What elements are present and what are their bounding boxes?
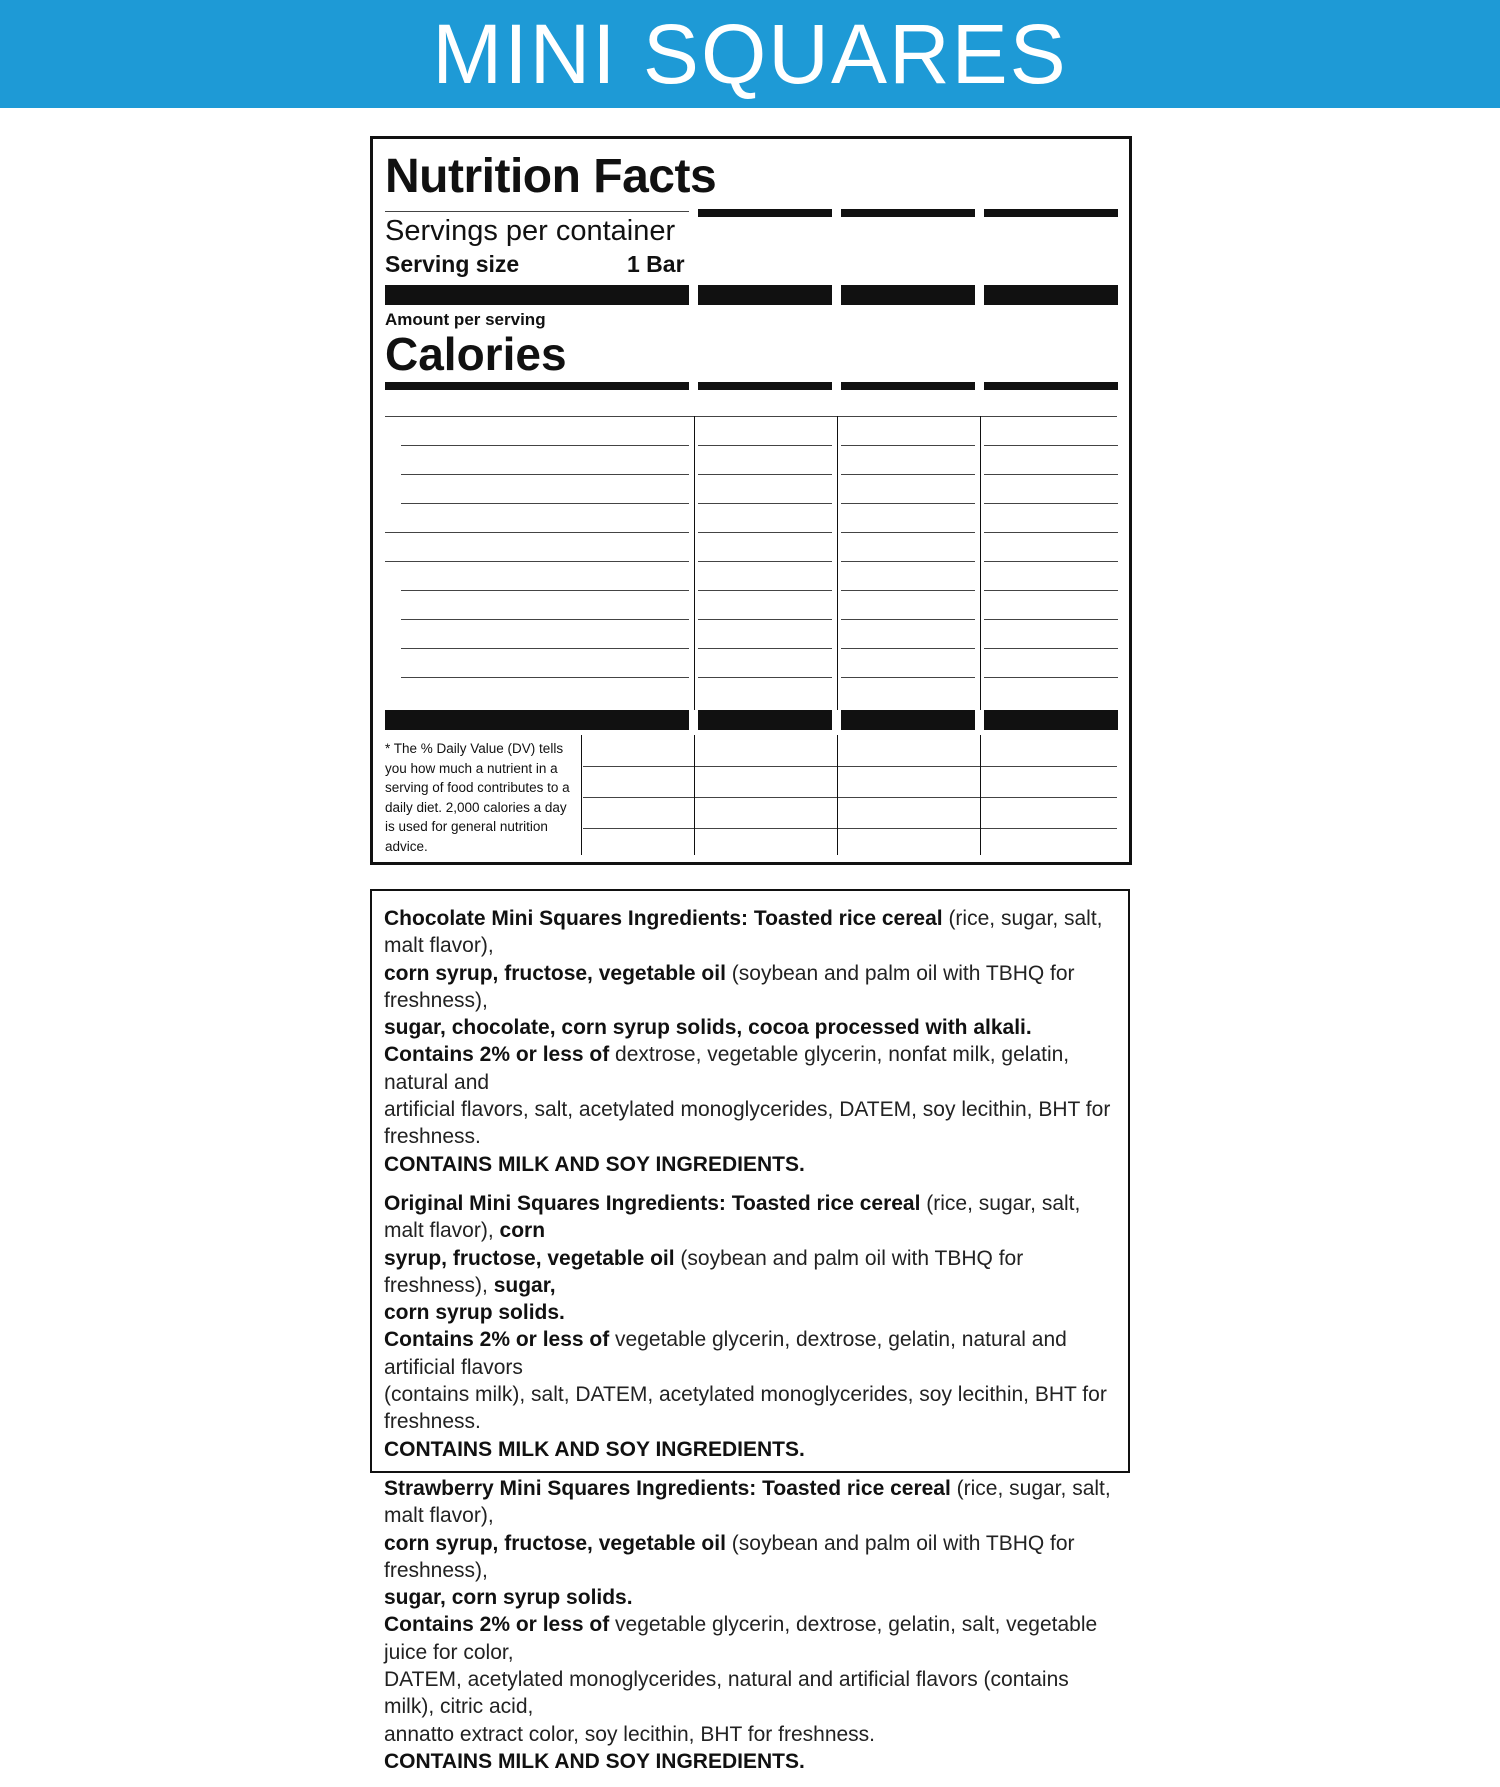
ingredient-line (384, 1245, 1119, 1300)
row-rule (698, 677, 832, 678)
column-divider (694, 735, 695, 855)
ingredient-bold-text: sugar, (493, 1273, 556, 1297)
row-rule (984, 532, 1118, 533)
ingredient-text: vegetable glycerin, dextrose, gelatin, salt, vegetable juice for color, (384, 1613, 1098, 1664)
ingredient-line (384, 1721, 1119, 1748)
column-divider (980, 416, 981, 710)
ingredient-text: (contains milk), salt, DATEM, acetylated monoglycerides, soy lecithin, BHT for freshness. (384, 1383, 1107, 1434)
row-rule (984, 503, 1118, 504)
row-rule (698, 532, 832, 533)
ingredient-bold-text: corn syrup, fructose, vegetable oil (384, 961, 726, 985)
serving-thick-bar (984, 285, 1118, 305)
column-divider (837, 735, 838, 855)
row-rule (841, 503, 975, 504)
row-rule (841, 590, 975, 591)
row-rule (401, 677, 689, 678)
column-header-bar (841, 209, 975, 217)
daily-value-footnote: * The % Daily Value (DV) tells you how much a nutrient in a serving of food contributes to a daily diet. 2,000 calories a day is used for general nutrition advice. (385, 741, 570, 854)
nutrient-end-bar (841, 710, 975, 730)
ingredient-text: vegetable glycerin, dextrose, gelatin, natural and artificial flavors (384, 1328, 1067, 1379)
ingredient-text: DATEM, acetylated monoglycerides, natural and artificial flavors (contains milk), citric acid, (384, 1668, 1069, 1719)
ingredient-text: (soybean and palm oil with TBHQ for freshness), (384, 1246, 1024, 1297)
column-divider (581, 735, 582, 855)
row-rule (841, 445, 975, 446)
row-rule (401, 619, 689, 620)
row-rule (698, 445, 832, 446)
ingredient-line (384, 1436, 1119, 1463)
nutrition-facts-panel (370, 136, 1132, 865)
row-rule (698, 619, 832, 620)
row-rule (385, 416, 1117, 417)
row-rule (698, 474, 832, 475)
row-rule (984, 590, 1118, 591)
calories-bar (841, 382, 975, 390)
ingredients-panel (370, 889, 1130, 1773)
ingredient-line (384, 1584, 1119, 1611)
row-rule (841, 648, 975, 649)
ingredient-bold-text: Chocolate Mini Squares Ingredients: Toasted rice cereal (384, 907, 943, 930)
vitamin-rule (583, 766, 1117, 767)
ingredient-line (384, 1299, 1119, 1326)
ingredient-bold-text: CONTAINS MILK AND SOY INGREDIENTS. (384, 1437, 805, 1461)
ingredient-line (384, 1475, 1119, 1530)
ingredient-line (384, 1151, 1119, 1178)
amount-per-serving-label: Amount per serving (385, 310, 546, 329)
column-header-bar (698, 209, 832, 217)
ingredient-bold-text: corn (499, 1219, 546, 1243)
serving-size-value: 1 Bar (627, 251, 685, 277)
ingredients-text (384, 905, 1119, 1787)
column-divider (837, 416, 838, 710)
calories-bar (984, 382, 1118, 390)
row-rule (401, 445, 689, 446)
ingredient-line (384, 1611, 1119, 1666)
row-rule (698, 503, 832, 504)
row-rule (841, 474, 975, 475)
row-rule (984, 474, 1118, 475)
ingredient-bold-text: syrup, fructose, vegetable oil (384, 1246, 675, 1270)
row-rule (401, 648, 689, 649)
ingredient-line (384, 1096, 1119, 1151)
ingredient-bold-text: corn syrup solids. (384, 1301, 565, 1325)
ingredient-line (384, 1748, 1119, 1775)
nutrient-end-bar (984, 710, 1118, 730)
ingredient-bold-text: Strawberry Mini Squares Ingredients: Toasted rice cereal (384, 1476, 951, 1500)
ingredient-bold-text: Contains 2% or less of (384, 1613, 610, 1637)
ingredient-bold-text: Contains 2% or less of (384, 1328, 610, 1352)
row-rule (984, 445, 1118, 446)
nutrition-facts-title: Nutrition Facts (385, 150, 717, 203)
row-rule (698, 648, 832, 649)
row-rule (984, 648, 1118, 649)
row-rule (841, 619, 975, 620)
serving-size-label: Serving size (385, 251, 520, 277)
ingredient-bold-text: Contains 2% or less of (384, 1043, 610, 1067)
row-rule (385, 532, 689, 533)
ingredient-bold-text: CONTAINS MILK AND SOY INGREDIENTS. (384, 1152, 805, 1176)
ingredient-line (384, 1190, 1119, 1245)
ingredient-text: artificial flavors, salt, acetylated monoglycerides, DATEM, soy lecithin, BHT for freshness. (384, 1098, 1111, 1149)
row-rule (401, 590, 689, 591)
ingredient-paragraph (384, 1190, 1119, 1463)
ingredient-line (384, 1530, 1119, 1585)
ingredient-bold-text: sugar, corn syrup solids. (384, 1586, 633, 1610)
ingredient-bold-text: Original Mini Squares Ingredients: Toasted rice cereal (384, 1191, 921, 1215)
ingredient-line (384, 1666, 1119, 1721)
ingredient-text: annatto extract color, soy lecithin, BHT for freshness. (384, 1722, 876, 1746)
calories-label: Calories (385, 328, 567, 380)
row-rule (385, 561, 689, 562)
ingredient-bold-text: corn syrup, fructose, vegetable oil (384, 1531, 726, 1555)
ingredient-line (384, 1014, 1119, 1041)
ingredient-bold-text: sugar, chocolate, corn syrup solids, cocoa processed with alkali. (384, 1016, 1032, 1040)
serving-thick-bar (841, 285, 975, 305)
ingredient-line (384, 960, 1119, 1015)
row-rule (401, 503, 689, 504)
ingredient-text: (rice, sugar, salt, malt flavor), (384, 1191, 1081, 1243)
ingredient-text: dextrose, vegetable glycerin, nonfat milk, gelatin, natural and (384, 1043, 1070, 1094)
ingredient-text: (soybean and palm oil with TBHQ for freshness), (384, 1531, 1075, 1582)
nutrient-end-bar (698, 710, 832, 730)
column-divider (980, 735, 981, 855)
serving-thick-bar (698, 285, 832, 305)
ingredient-line (384, 905, 1119, 960)
ingredient-line (384, 1041, 1119, 1096)
row-rule (984, 561, 1118, 562)
row-rule (841, 561, 975, 562)
row-rule (984, 619, 1118, 620)
ingredient-bold-text: CONTAINS MILK AND SOY INGREDIENTS. (384, 1749, 805, 1773)
ingredient-line (384, 1381, 1119, 1436)
calories-bar (698, 382, 832, 390)
ingredient-paragraph (384, 1475, 1119, 1775)
serving-thick-bar (385, 285, 689, 305)
column-header-bar (984, 209, 1118, 217)
servings-label: Servings per container (385, 215, 676, 247)
row-rule (841, 532, 975, 533)
row-rule (984, 677, 1118, 678)
ingredient-text: (rice, sugar, salt, malt flavor), (384, 907, 1103, 958)
ingredient-text: (soybean and palm oil with TBHQ for freshness), (384, 961, 1075, 1012)
banner-title: MINI SQUARES (0, 0, 1500, 108)
ingredient-text: (rice, sugar, salt, malt flavor), (384, 1476, 1111, 1528)
vitamin-rule (583, 797, 1117, 798)
row-rule (401, 474, 689, 475)
nutrient-end-bar (385, 710, 689, 730)
vitamin-rule (583, 828, 1117, 829)
row-rule (698, 590, 832, 591)
title-rule (385, 211, 689, 212)
column-divider (694, 416, 695, 710)
calories-bar (385, 382, 689, 390)
ingredient-paragraph (384, 905, 1119, 1178)
row-rule (698, 561, 832, 562)
row-rule (841, 677, 975, 678)
ingredient-line (384, 1326, 1119, 1381)
